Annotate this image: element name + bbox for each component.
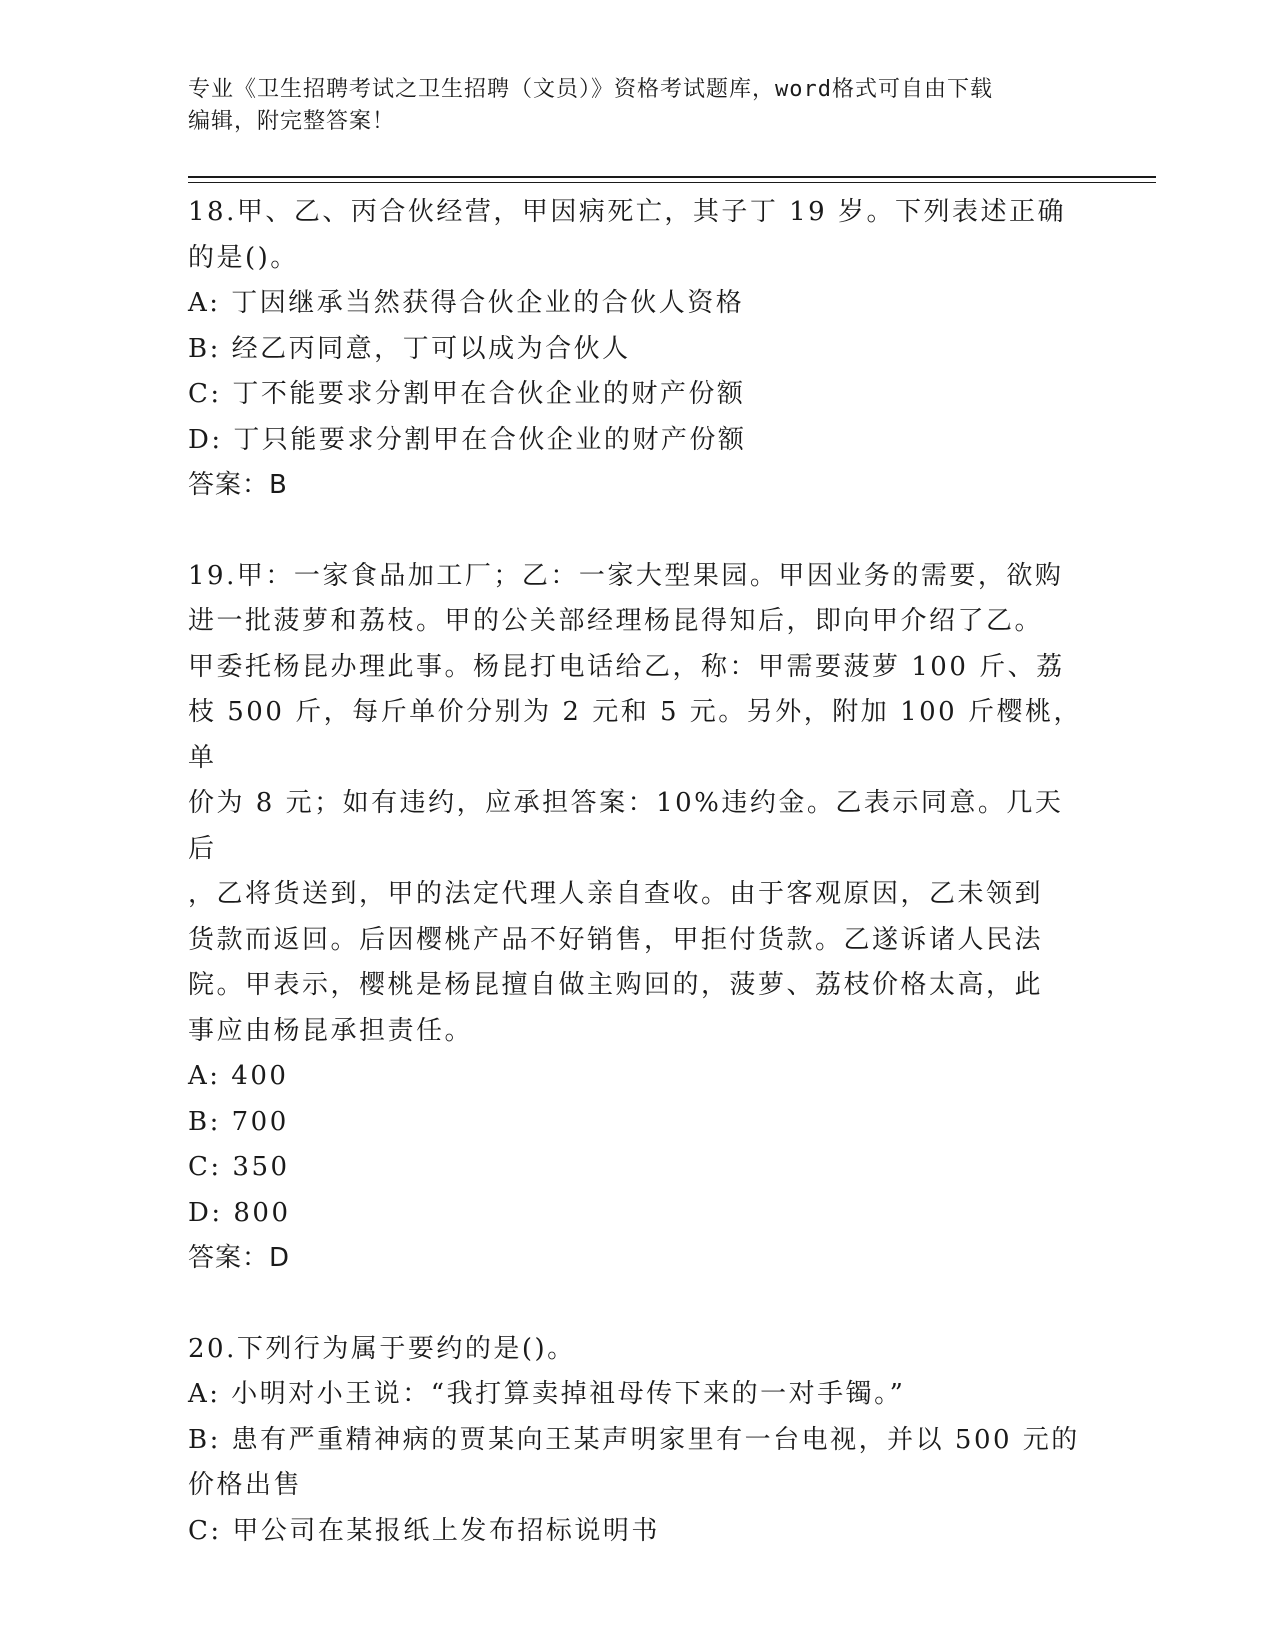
question-stem-line: 20.下列行为属于要约的是()。 xyxy=(188,1333,576,1364)
option-b-continuation: 价格出售 xyxy=(188,1470,303,1500)
header-divider-thin xyxy=(188,182,1156,183)
answer-line: 答案：D xyxy=(188,1243,291,1273)
header-line-2: 编辑，附完整答案！ xyxy=(188,109,396,134)
option-c: C: 丁不能要求分割甲在合伙企业的财产份额 xyxy=(188,379,746,409)
question-stem-line: 枝 500 斤，每斤单价分别为 2 元和 5 元。另外，附加 100 斤樱桃，单 xyxy=(188,697,1082,773)
option-d: D: 丁只能要求分割甲在合伙企业的财产份额 xyxy=(188,424,747,455)
question-19 xyxy=(188,554,1088,1282)
answer-line: 答案：B xyxy=(188,470,288,500)
question-stem-line: 甲委托杨昆办理此事。杨昆打电话给乙，称：甲需要菠萝 100 斤、荔 xyxy=(188,651,1065,682)
spacer xyxy=(188,509,1088,554)
spacer xyxy=(188,1282,1088,1327)
question-stem-line: 价为 8 元；如有违约，应承担答案：10%违约金。乙表示同意。几天后 xyxy=(188,788,1064,864)
question-stem-line: 院。甲表示，樱桃是杨昆擅自做主购回的，菠萝、荔枝价格太高，此 xyxy=(188,970,1044,1000)
question-stem-line: 进一批菠萝和荔枝。甲的公关部经理杨昆得知后，即向甲介绍了乙。 xyxy=(188,606,1044,636)
question-stem-line: 货款而返回。后因樱桃产品不好销售，甲拒付货款。乙遂诉诸人民法 xyxy=(188,924,1044,955)
question-list xyxy=(188,190,1088,1554)
question-stem-line: ，乙将货送到，甲的法定代理人亲自查收。由于客观原因，乙未领到 xyxy=(188,879,1044,909)
option-d: D: 800 xyxy=(188,1197,291,1228)
option-c: C: 350 xyxy=(188,1152,290,1182)
question-stem-line: 事应由杨昆承担责任。 xyxy=(188,1015,474,1046)
question-18 xyxy=(188,190,1088,509)
question-stem-line: 18.甲、乙、丙合伙经营，甲因病死亡，其子丁 19 岁。下列表述正确 xyxy=(188,197,1066,227)
option-a: A: 丁因继承当然获得合伙企业的合伙人资格 xyxy=(188,288,745,318)
option-b: B: 700 xyxy=(188,1106,289,1137)
option-b: B: 患有严重精神病的贾某向王某声明家里有一台电视，并以 500 元的 xyxy=(188,1424,1080,1455)
question-stem-line: 的是()。 xyxy=(188,242,299,273)
question-20 xyxy=(188,1327,1088,1555)
header-line-1: 专业《卫生招聘考试之卫生招聘（文员）》资格考试题库，word格式可自由下载 xyxy=(188,77,993,102)
option-a: A: 400 xyxy=(188,1061,289,1091)
option-b: B: 经乙丙同意，丁可以成为合伙人 xyxy=(188,333,631,364)
header-divider-thick xyxy=(188,176,1156,178)
option-a: A: 小明对小王说：“我打算卖掉祖母传下来的一对手镯。” xyxy=(188,1379,906,1409)
option-c: C: 甲公司在某报纸上发布招标说明书 xyxy=(188,1515,660,1546)
question-stem-line: 19.甲：一家食品加工厂；乙：一家大型果园。甲因业务的需要，欲购 xyxy=(188,560,1064,591)
document-header xyxy=(188,74,1088,138)
